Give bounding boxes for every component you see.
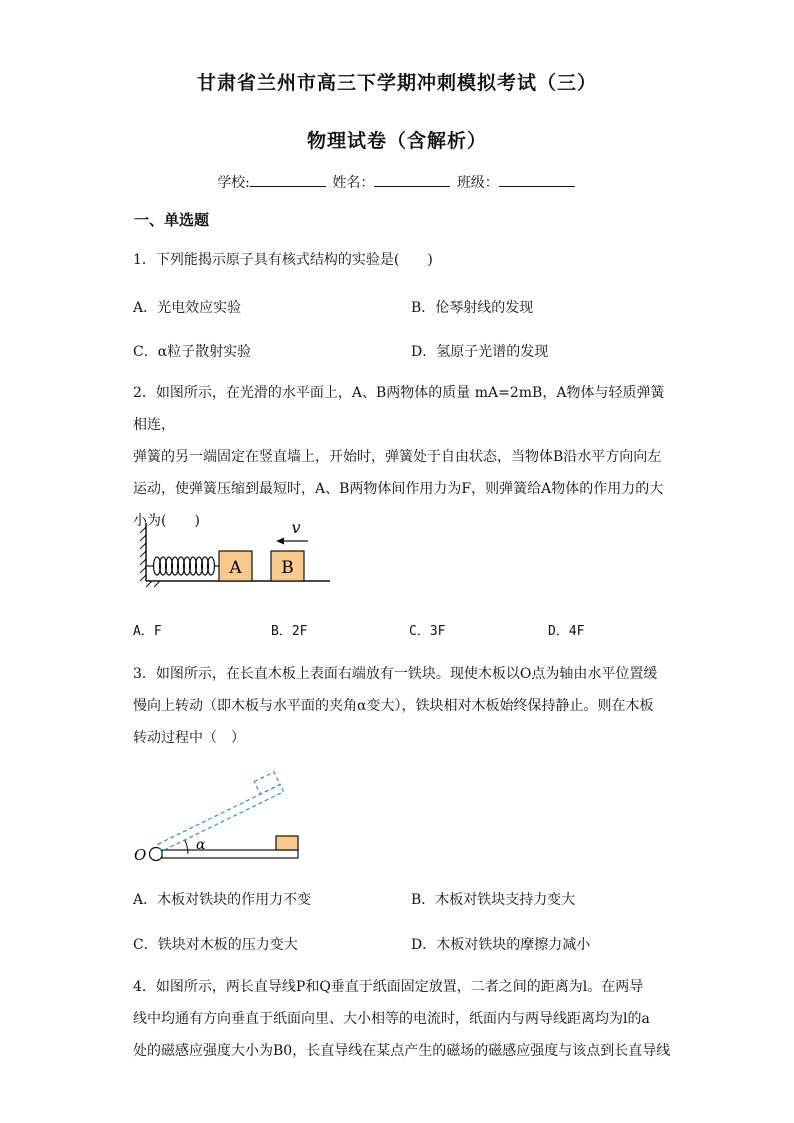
document-title: 甘肃省兰州市高三下学期冲刺模拟考试（三） (196, 72, 597, 94)
q3-stem-line: 慢向上转动（即木板与水平面的夹角α变大），铁块相对木板始终保持静止。则在木板 (133, 698, 654, 714)
question-3-stem (133, 658, 673, 754)
q3-stem-line: 3．如图所示，在长直木板上表面右端放有一铁块。现使木板以O点为轴由水平位置缓 (133, 666, 658, 682)
name-blank[interactable] (374, 173, 450, 187)
wooden-board (162, 850, 298, 858)
block-a-label: A (229, 558, 242, 578)
class-label: 班级： (456, 175, 499, 191)
velocity-arrow-head (276, 538, 284, 545)
angle-label: α (196, 837, 206, 853)
wall-hatch (140, 527, 146, 581)
rotating-board-figure (130, 762, 310, 870)
q2-stem-line: 小为( ) (133, 513, 200, 529)
q2-stem-line: 2．如图所示，在光滑的水平面上，A、B两物体的质量 mA=2mB，A物体与轻质弹簧相连， (133, 385, 665, 433)
q3-stem-line: 转动过程中（ ） (133, 730, 245, 746)
q2-option-a: A．F (133, 624, 162, 639)
q1-option-b: B．伦琴射线的发现 (411, 300, 534, 316)
floor-hatch (146, 581, 160, 587)
q1-option-d: D．氢原子光谱的发现 (411, 344, 549, 360)
q2-stem-line: 运动，使弹簧压缩到最短时，A、B两物体间作用力为F，则弹簧给A物体的作用力的大 (133, 481, 664, 497)
q2-stem-line: 弹簧的另一端固定在竖直墙上，开始时，弹簧处于自由状态，当物体B沿水平方向向左 (133, 449, 662, 465)
pivot-label: O (134, 846, 147, 864)
q4-stem-line: 4．如图所示，两长直导线P和Q垂直于纸面固定放置，二者之间的距离为l。在两导 (133, 979, 644, 995)
q1-option-c: C．α粒子散射实验 (133, 344, 252, 360)
q3-option-b: B．木板对铁块支持力变大 (411, 892, 576, 908)
document-subtitle: 物理试卷（含解析） (306, 130, 487, 152)
iron-block (276, 836, 298, 850)
class-blank[interactable] (499, 173, 575, 187)
velocity-label: v (291, 518, 301, 537)
q2-option-c: C．3F (409, 624, 446, 639)
school-blank[interactable] (250, 173, 326, 187)
section-title: 一、单选题 (134, 211, 210, 229)
student-info-line (0, 172, 794, 192)
q3-option-c: C．铁块对木板的压力变大 (133, 937, 298, 953)
q3-option-a: A．木板对铁块的作用力不变 (133, 892, 312, 908)
rotated-board-dashed (152, 772, 284, 851)
q1-option-a: A．光电效应实验 (133, 300, 242, 316)
block-b-label: B (281, 558, 294, 578)
spring (146, 557, 219, 575)
q2-option-b: B．2F (271, 624, 308, 639)
q2-option-d: D．4F (548, 624, 585, 639)
school-label: 学校: (217, 175, 250, 191)
name-label: 姓名： (332, 175, 375, 191)
q3-option-d: D．木板对铁块的摩擦力减小 (411, 937, 591, 953)
question-2-stem (133, 377, 673, 537)
question-1-stem: 1．下列能揭示原子具有核式结构的实验是( ) (133, 252, 433, 268)
q4-stem-line: 线中均通有方向垂直于纸面向里、大小相等的电流时，纸面内与两导线距离均为l的a (133, 1011, 650, 1027)
q4-stem-line: 处的磁感应强度大小为B0，长直导线在某点产生的磁场的磁感应强度与该点到长直导线 (133, 1043, 671, 1059)
spring-blocks-figure (130, 515, 340, 590)
question-4-stem (133, 971, 673, 1067)
